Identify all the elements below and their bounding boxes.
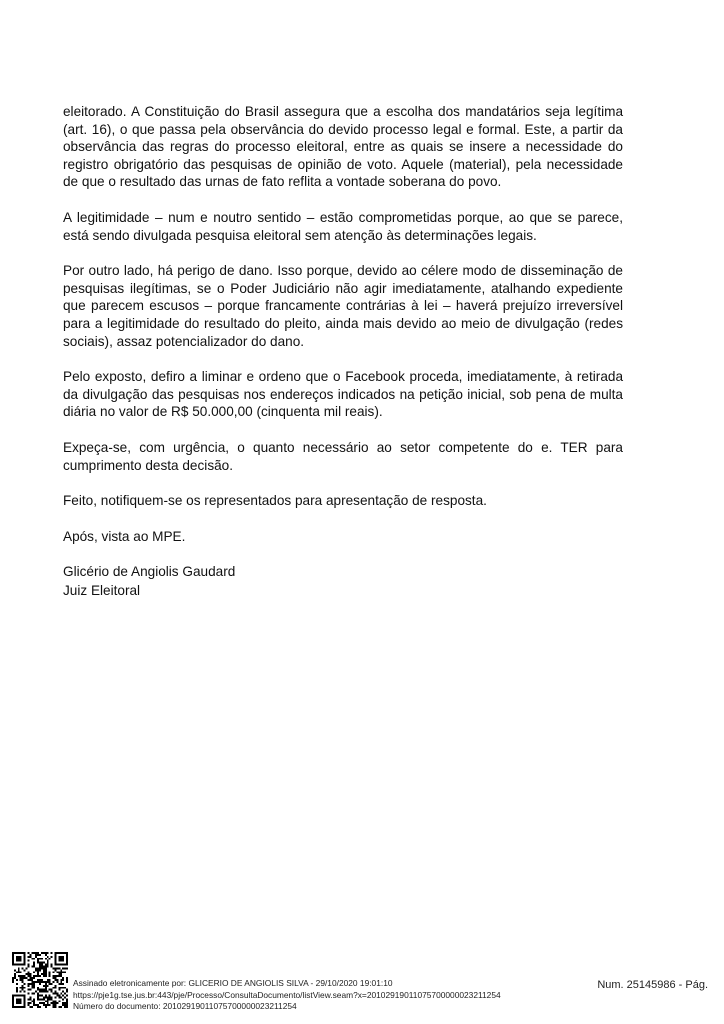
page-reference: Num. 25145986 - Pág. <box>597 979 708 991</box>
paragraph-mpe: Após, vista ao MPE. <box>63 528 186 544</box>
qr-code-icon <box>12 952 68 1008</box>
paragraph-legitimacy: A legitimidade – num e noutro sentido – estão comprometidas porque, ao que se parece, está sendo divulgada pesquisa eleitoral sem atenção às determinações legais. <box>63 209 623 243</box>
footer-document-number: Número do documento: 20102919011075700000023211254 <box>73 1001 297 1011</box>
document-footer <box>12 952 712 1014</box>
paragraph-urgency: Expeça-se, com urgência, o quanto necessário ao setor competente do e. TER para cumprimento desta decisão. <box>63 439 623 473</box>
paragraph-constitution: eleitorado. A Constituição do Brasil assegura que a escolha dos mandatários seja legítima (art. 16), o que passa pela observância do devido processo legal e formal. Este, a partir da observância das regras do processo eleitoral, entre as quais se insere a necessidade do registro obrigatório das pesquisas de opinião de voto. Aquele (material), pela necessidade de que o resultado das urnas de fato reflita a vontade soberana do povo. <box>63 104 623 190</box>
signature-role: Juiz Eleitoral <box>63 583 141 599</box>
footer-url-line[interactable]: https://pje1g.tse.jus.br:443/pje/Processo/ConsultaDocumento/listView.seam?x=20102919011075700000023211254 <box>73 989 501 1000</box>
footer-signed-line: Assinado eletronicamente por: GLICERIO DE ANGIOLIS SILVA - 29/10/2020 19:01:10 <box>73 978 393 988</box>
paragraph-ruling: Pelo exposto, defiro a liminar e ordeno que o Facebook proceda, imediatamente, à retirada da divulgação das pesquisas nos endereços indicados na petição inicial, sob pena de multa diária no valor de R$ 50.000,00 (cinquenta mil reais). <box>63 369 623 420</box>
paragraph-notify: Feito, notifiquem-se os representados para apresentação de resposta. <box>63 493 487 509</box>
footer-signature-info <box>73 978 501 1013</box>
signature-name: Glicério de Angiolis Gaudard <box>63 564 236 580</box>
paragraph-danger: Por outro lado, há perigo de dano. Isso porque, devido ao célere modo de disseminação de pesquisas ilegítimas, se o Poder Judiciário não agir imediatamente, atalhando expediente que parecem escusos – porque francamente contrárias à lei – haverá prejuízo irreversível para a legitimidade do resultado do pleito, ainda mais devido ao meio de divulgação (redes sociais), assaz potencializador do dano. <box>63 263 623 349</box>
document-body <box>63 103 623 600</box>
